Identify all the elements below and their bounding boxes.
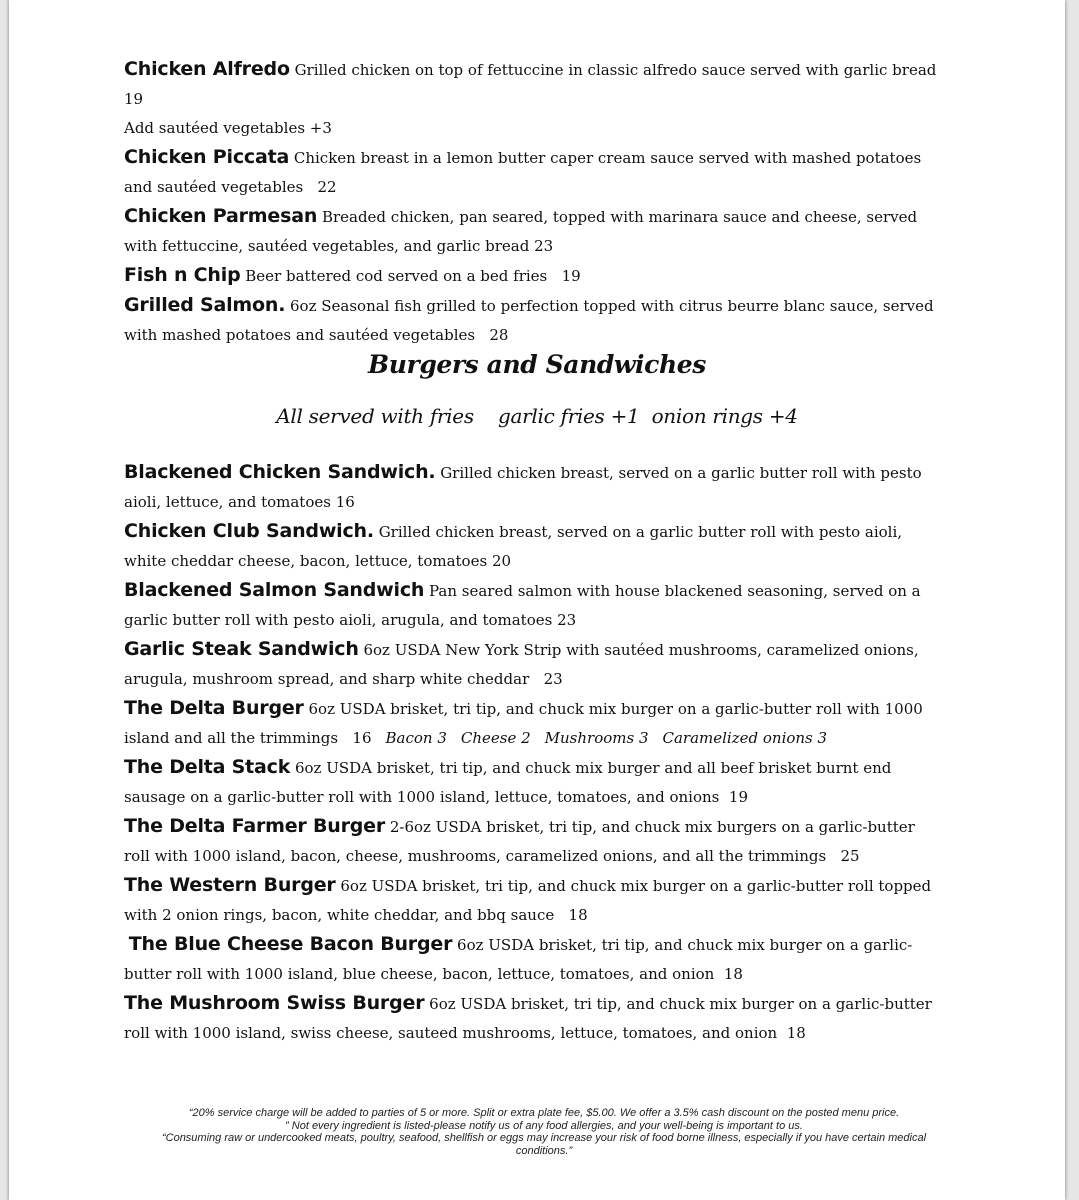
- menu-item: [124, 202, 944, 261]
- item-price: 19: [728, 788, 748, 806]
- food-safety-note: “Consuming raw or undercooked meats, poultry, seafood, shellfish or eggs may increase your risk of food borne illness, especially if you have certain medical conditions.”: [161, 1132, 927, 1157]
- item-name: The Mushroom Swiss Burger: [124, 992, 425, 1014]
- menu-item: [124, 55, 944, 143]
- item-description: Pan seared salmon with house blackened seasoning, served on a garlic butter roll with pesto aioli, arugula, and tomatoes: [124, 582, 921, 629]
- item-description: 6oz USDA brisket, tri tip, and chuck mix burger on a garlic-butter roll with 1000 island, blue cheese, bacon, lettuce, tomatoes, and onion: [124, 936, 913, 983]
- item-name: Chicken Parmesan: [124, 205, 318, 227]
- item-description: 6oz Seasonal fish grilled to perfection topped with citrus beurre blanc sauce, served with mashed potatoes and sautéed vegetables: [124, 297, 934, 344]
- menu-item: [124, 261, 944, 291]
- item-description: Grilled chicken on top of fettuccine in classic alfredo sauce served with garlic bread: [294, 61, 937, 79]
- item-description: Grilled chicken breast, served on a garlic butter roll with pesto aioli, white cheddar cheese, bacon, lettuce, tomatoes: [124, 523, 903, 570]
- addon-caramelized-onions: Caramelized onions 3: [662, 729, 828, 747]
- item-price: 23: [557, 611, 577, 629]
- menu-item: [124, 812, 944, 871]
- service-charge-note: “20% service charge will be added to parties of 5 or more. Split or extra plate fee, $5.00. We offer a 3.5% cash discount on the posted menu price.: [188, 1107, 900, 1119]
- item-name: Garlic Steak Sandwich: [124, 638, 359, 660]
- item-price: 16: [352, 729, 372, 747]
- menu-item: [124, 143, 944, 202]
- menu-footer-disclaimer: [134, 1107, 954, 1157]
- item-price: 28: [489, 326, 509, 344]
- burger-list: [124, 458, 944, 1048]
- addon-cheese: Cheese 2: [460, 729, 531, 747]
- menu-item: [124, 753, 944, 812]
- item-price: 19: [124, 90, 144, 108]
- menu-item: [124, 930, 944, 989]
- addon-mushrooms: Mushrooms 3: [544, 729, 649, 747]
- item-note: Add sautéed vegetables +3: [124, 119, 332, 137]
- item-name: The Delta Stack: [124, 756, 291, 778]
- menu-item: [124, 989, 944, 1048]
- item-description: 6oz USDA brisket, tri tip, and chuck mix burger on a garlic-butter roll with 1000 island and all the trimmings: [124, 700, 923, 747]
- item-description: 6oz USDA brisket, tri tip, and chuck mix burger on a garlic-butter roll with 1000 island, swiss cheese, sauteed mushrooms, lettuce, tomatoes, and onion: [124, 995, 932, 1042]
- item-description: Breaded chicken, pan seared, topped with marinara sauce and cheese, served with fettuccine, sautéed vegetables, and garlic bread: [124, 208, 918, 255]
- item-price: 25: [840, 847, 860, 865]
- item-name: Fish n Chip: [124, 264, 241, 286]
- item-name: Blackened Chicken Sandwich.: [124, 461, 436, 483]
- item-description: 6oz USDA New York Strip with sautéed mushrooms, caramelized onions, arugula, mushroom spread, and sharp white cheddar: [124, 641, 919, 688]
- entree-list: [124, 55, 944, 350]
- item-price: 16: [335, 493, 355, 511]
- item-name: Blackened Salmon Sandwich: [124, 579, 425, 601]
- menu-item: [124, 871, 944, 930]
- item-description: Grilled chicken breast, served on a garlic butter roll with pesto aioli, lettuce, and tomatoes: [124, 464, 922, 511]
- item-name: The Western Burger: [124, 874, 336, 896]
- allergy-note: ” Not every ingredient is listed-please notify us of any food allergies, and your well-being is important to us.: [285, 1119, 803, 1132]
- menu-item: [124, 458, 944, 517]
- item-name: The Blue Cheese Bacon Burger: [128, 933, 453, 955]
- menu-item: [124, 694, 944, 753]
- item-name: The Delta Farmer Burger: [124, 815, 386, 837]
- item-price: 19: [561, 267, 581, 285]
- menu-item: [124, 517, 944, 576]
- item-description: 6oz USDA brisket, tri tip, and chuck mix burger and all beef brisket burnt end sausage on a garlic-butter roll with 1000 island, lettuce, tomatoes, and onions: [124, 759, 892, 806]
- item-name: The Delta Burger: [124, 697, 304, 719]
- item-price: 23: [534, 237, 554, 255]
- item-price: 18: [568, 906, 588, 924]
- item-description: Beer battered cod served on a bed fries: [245, 267, 548, 285]
- item-price: 18: [786, 1024, 806, 1042]
- item-price: 23: [543, 670, 563, 688]
- menu-item: [124, 291, 944, 350]
- item-name: Chicken Piccata: [124, 146, 290, 168]
- section-title: Burgers and Sandwiches: [368, 350, 706, 379]
- item-description: 6oz USDA brisket, tri tip, and chuck mix burger on a garlic-butter roll topped with 2 onion rings, bacon, white cheddar, and bbq sauce: [124, 877, 932, 924]
- item-price: 20: [491, 552, 512, 570]
- menu-item: [124, 635, 944, 694]
- item-price: 22: [317, 178, 337, 196]
- item-description: Chicken breast in a lemon butter caper cream sauce served with mashed potatoes and sautéed vegetables: [124, 149, 922, 196]
- menu-item: [124, 576, 944, 635]
- item-name: Chicken Club Sandwich.: [124, 520, 374, 542]
- item-price: 18: [723, 965, 743, 983]
- item-name: Grilled Salmon.: [124, 294, 286, 316]
- addon-bacon: Bacon 3: [385, 729, 447, 747]
- section-subtitle: All served with fries garlic fries +1 onion rings +4: [276, 404, 798, 428]
- item-name: Chicken Alfredo: [124, 58, 290, 80]
- item-description: 2-6oz USDA brisket, tri tip, and chuck mix burgers on a garlic-butter roll with 1000 island, bacon, cheese, mushrooms, caramelized onions, and all the trimmings: [124, 818, 915, 865]
